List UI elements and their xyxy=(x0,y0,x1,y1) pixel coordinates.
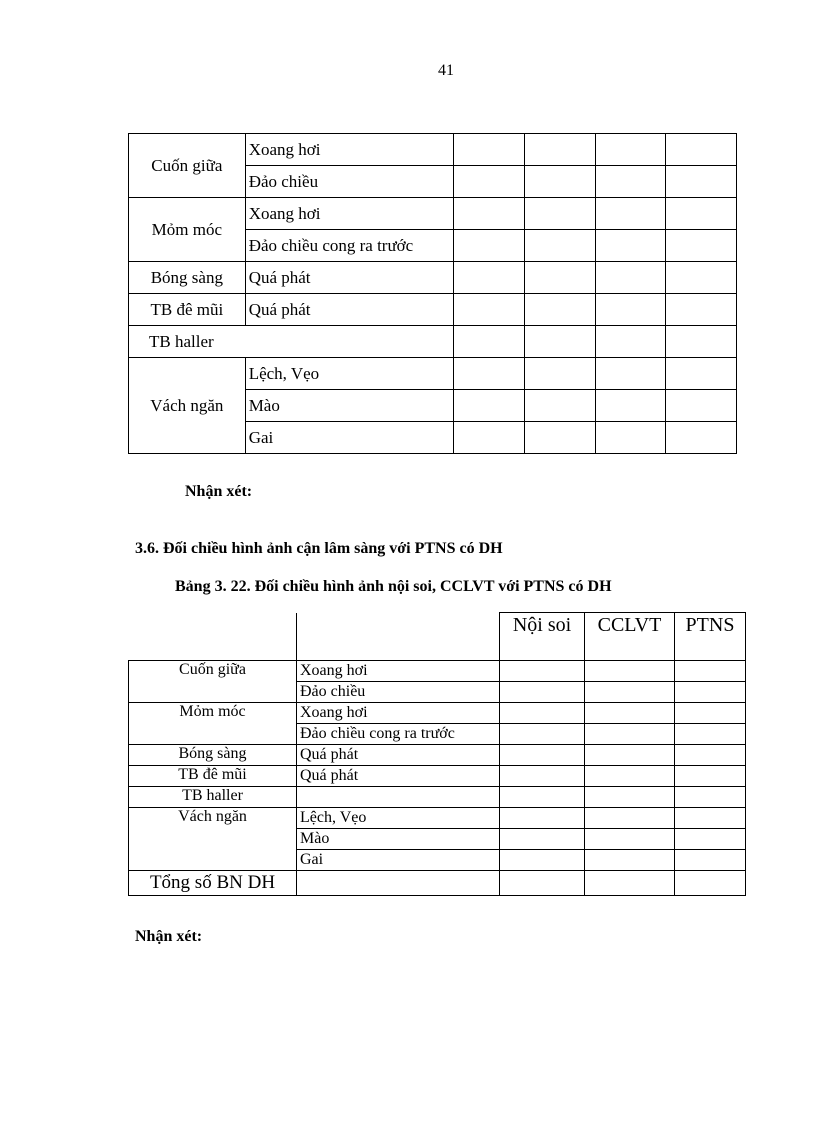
value-cell xyxy=(595,198,666,230)
value-cell xyxy=(524,262,595,294)
value-cell xyxy=(666,294,737,326)
total-row xyxy=(129,871,746,896)
table-row xyxy=(129,661,746,682)
value-cell xyxy=(500,703,585,724)
value-cell xyxy=(595,230,666,262)
item-cell xyxy=(297,787,500,808)
table-row xyxy=(129,766,746,787)
item-cell: Quá phát xyxy=(297,745,500,766)
value-cell xyxy=(675,724,746,745)
value-cell xyxy=(595,134,666,166)
table-row xyxy=(129,787,746,808)
item-cell: Quá phát xyxy=(245,262,453,294)
value-cell xyxy=(595,294,666,326)
value-cell xyxy=(666,166,737,198)
value-cell xyxy=(500,808,585,829)
group-cell: Mỏm móc xyxy=(129,198,246,262)
total-label: Tổng số BN DH xyxy=(129,871,297,896)
value-cell xyxy=(524,422,595,454)
value-cell xyxy=(500,724,585,745)
item-cell: Gai xyxy=(297,850,500,871)
value-cell xyxy=(454,294,525,326)
value-cell xyxy=(595,390,666,422)
value-cell xyxy=(524,166,595,198)
value-cell xyxy=(500,850,585,871)
group-cell: TB haller xyxy=(129,787,297,808)
group-cell: Bóng sàng xyxy=(129,745,297,766)
item-cell: Quá phát xyxy=(245,294,453,326)
item-cell: Xoang hơi xyxy=(297,703,500,724)
table-row xyxy=(129,745,746,766)
value-cell xyxy=(675,871,746,896)
item-cell: Gai xyxy=(245,422,453,454)
header-row xyxy=(129,613,746,661)
table-1 xyxy=(128,133,737,454)
value-cell xyxy=(585,661,675,682)
value-cell xyxy=(500,661,585,682)
value-cell xyxy=(524,198,595,230)
item-cell: Xoang hơi xyxy=(245,198,453,230)
value-cell xyxy=(297,871,500,896)
table-row xyxy=(129,326,737,358)
value-cell xyxy=(675,829,746,850)
value-cell xyxy=(454,134,525,166)
group-cell: TB haller xyxy=(129,326,454,358)
value-cell xyxy=(500,766,585,787)
value-cell xyxy=(675,703,746,724)
value-cell xyxy=(666,422,737,454)
value-cell xyxy=(500,787,585,808)
item-cell: Lệch, Vẹo xyxy=(297,808,500,829)
value-cell xyxy=(454,390,525,422)
value-cell xyxy=(585,871,675,896)
value-cell xyxy=(595,422,666,454)
value-cell xyxy=(595,262,666,294)
value-cell xyxy=(675,682,746,703)
value-cell xyxy=(454,198,525,230)
table-row xyxy=(129,703,746,724)
value-cell xyxy=(500,682,585,703)
item-cell: Xoang hơi xyxy=(297,661,500,682)
value-cell xyxy=(675,745,746,766)
column-header: CCLVT xyxy=(585,613,675,661)
item-cell: Đảo chiều cong ra trước xyxy=(245,230,453,262)
column-header: PTNS xyxy=(675,613,746,661)
note-label: Nhận xét: xyxy=(185,483,253,500)
value-cell xyxy=(524,326,595,358)
value-cell xyxy=(675,808,746,829)
value-cell xyxy=(500,829,585,850)
value-cell xyxy=(585,682,675,703)
page-number: 41 xyxy=(438,62,454,79)
note-label: Nhận xét: xyxy=(135,928,203,945)
item-cell: Mào xyxy=(245,390,453,422)
value-cell xyxy=(585,787,675,808)
value-cell xyxy=(666,326,737,358)
value-cell xyxy=(675,787,746,808)
value-cell xyxy=(454,422,525,454)
group-cell: Vách ngăn xyxy=(129,808,297,871)
table-row xyxy=(129,294,737,326)
value-cell xyxy=(454,230,525,262)
value-cell xyxy=(675,766,746,787)
value-cell xyxy=(595,326,666,358)
item-cell: Đảo chiều xyxy=(297,682,500,703)
value-cell xyxy=(454,166,525,198)
value-cell xyxy=(524,230,595,262)
value-cell xyxy=(524,134,595,166)
group-cell: TB đê mũi xyxy=(129,766,297,787)
value-cell xyxy=(454,358,525,390)
value-cell xyxy=(675,661,746,682)
value-cell xyxy=(500,871,585,896)
item-cell: Quá phát xyxy=(297,766,500,787)
table-row xyxy=(129,134,737,166)
value-cell xyxy=(454,262,525,294)
value-cell xyxy=(585,808,675,829)
table-caption: Bảng 3. 22. Đối chiều hình ảnh nội soi, CCLVT với PTNS có DH xyxy=(175,578,612,595)
item-cell: Xoang hơi xyxy=(245,134,453,166)
empty-header-cell xyxy=(129,613,297,661)
table-row xyxy=(129,358,737,390)
value-cell xyxy=(585,766,675,787)
group-cell: TB đê mũi xyxy=(129,294,246,326)
group-cell: Cuốn giữa xyxy=(129,661,297,703)
column-header: Nội soi xyxy=(500,613,585,661)
table-row xyxy=(129,198,737,230)
value-cell xyxy=(666,358,737,390)
table-row xyxy=(129,262,737,294)
empty-header-cell xyxy=(297,613,500,661)
value-cell xyxy=(666,230,737,262)
group-cell: Bóng sàng xyxy=(129,262,246,294)
item-cell: Đảo chiều xyxy=(245,166,453,198)
value-cell xyxy=(524,358,595,390)
item-cell: Mào xyxy=(297,829,500,850)
section-heading: 3.6. Đối chiều hình ảnh cận lâm sàng với PTNS có DH xyxy=(135,540,503,557)
value-cell xyxy=(675,850,746,871)
value-cell xyxy=(524,390,595,422)
value-cell xyxy=(585,703,675,724)
value-cell xyxy=(500,745,585,766)
value-cell xyxy=(666,390,737,422)
value-cell xyxy=(666,262,737,294)
group-cell: Mỏm móc xyxy=(129,703,297,745)
value-cell xyxy=(585,724,675,745)
item-cell: Đảo chiều cong ra trước xyxy=(297,724,500,745)
table-row xyxy=(129,808,746,829)
value-cell xyxy=(585,850,675,871)
value-cell xyxy=(666,134,737,166)
group-cell: Cuốn giữa xyxy=(129,134,246,198)
value-cell xyxy=(585,829,675,850)
value-cell xyxy=(595,166,666,198)
value-cell xyxy=(666,198,737,230)
value-cell xyxy=(585,745,675,766)
value-cell xyxy=(454,326,525,358)
value-cell xyxy=(524,294,595,326)
group-cell: Vách ngăn xyxy=(129,358,246,454)
value-cell xyxy=(595,358,666,390)
item-cell: Lệch, Vẹo xyxy=(245,358,453,390)
table-2 xyxy=(128,612,746,896)
